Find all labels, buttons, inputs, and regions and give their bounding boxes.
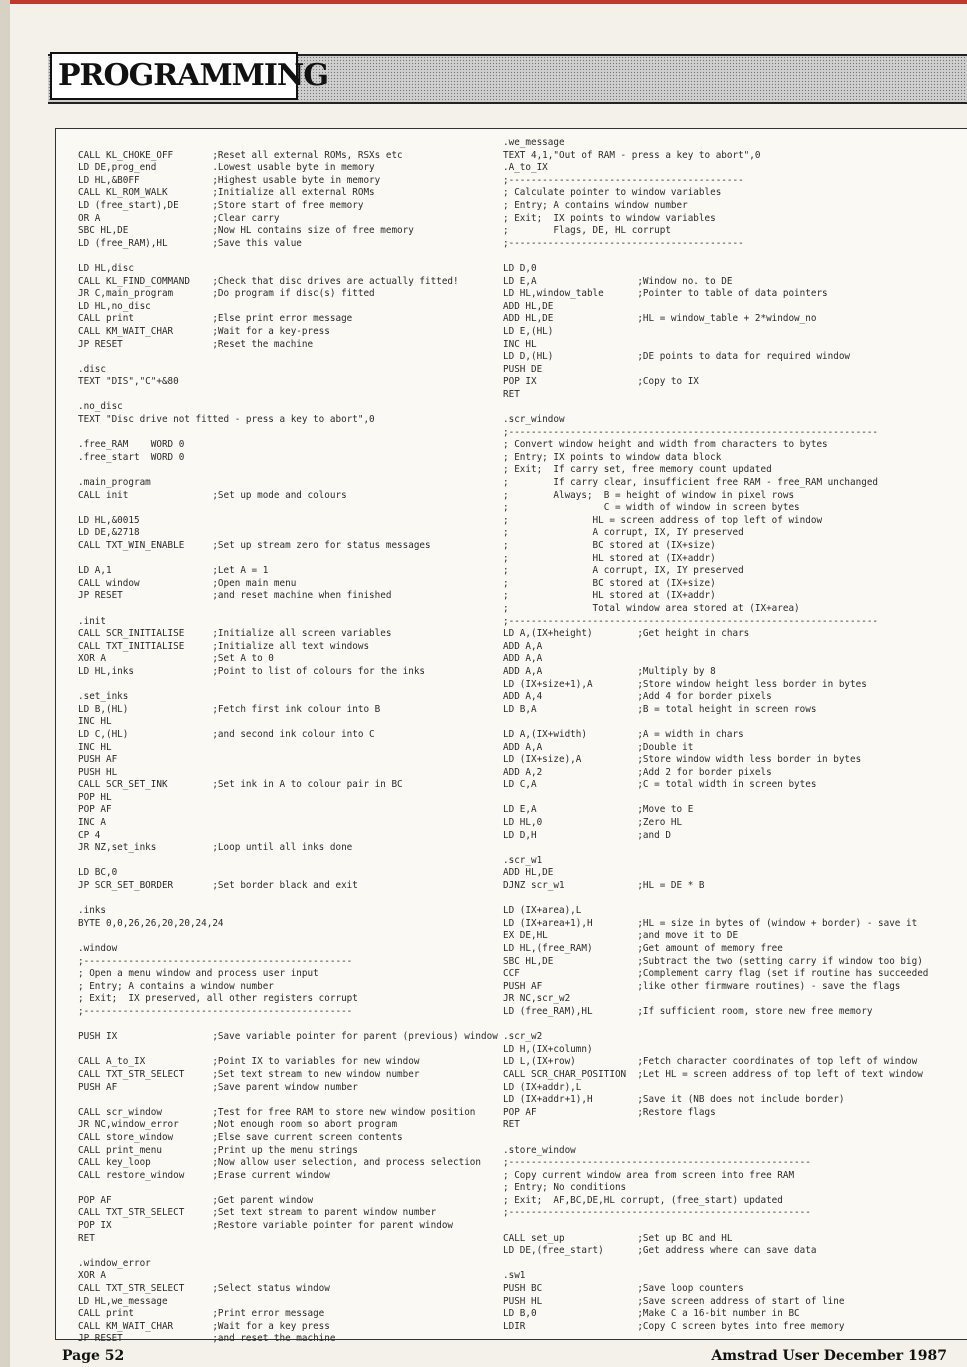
code-line: ;------------------------------------------------------------------ xyxy=(503,426,879,438)
code-line: ; Open a menu window and process user input xyxy=(78,968,319,980)
code-line xyxy=(78,502,508,515)
code-line: ADD A,2 ;Add 2 for border pixels xyxy=(503,766,772,778)
listing-right-column xyxy=(503,137,967,1333)
code-line: ; Exit; IX preserved, all other registers corrupt xyxy=(78,993,358,1005)
code-line: OR A ;Clear carry xyxy=(78,212,280,224)
code-line: JR NC,window_error ;Not enough room so abort program xyxy=(78,1119,398,1131)
code-line: LD C,(HL) ;and second ink colour into C xyxy=(78,728,375,740)
code-line: ; Entry; A contains a window number xyxy=(78,980,274,992)
code-line: LD A,1 ;Let A = 1 xyxy=(78,565,269,577)
code-line: ADD HL,DE ;HL = window_table + 2*window_no xyxy=(503,313,817,325)
code-line: PUSH IX ;Save variable pointer for parent (previous) window xyxy=(78,1031,498,1043)
code-line: INC A xyxy=(78,817,106,829)
code-line: CALL init ;Set up mode and colours xyxy=(78,489,347,501)
code-line: ;------------------------------------------------------------------ xyxy=(503,615,879,627)
code-line: LD C,A ;C = total width in screen bytes xyxy=(503,779,817,791)
code-line: LD HL,window_table ;Pointer to table of data pointers xyxy=(503,288,828,300)
code-line: LD B,(HL) ;Fetch first ink colour into B xyxy=(78,703,381,715)
code-line: CALL store_window ;Else save current screen contents xyxy=(78,1131,403,1143)
code-line xyxy=(503,792,967,805)
code-line: ;------------------------------------------ xyxy=(503,174,744,186)
code-line: ; Exit; IX points to window variables xyxy=(503,212,716,224)
code-line xyxy=(78,930,508,943)
code-line: ; Entry; No conditions xyxy=(503,1182,627,1194)
code-line: CCF ;Complement carry flag (set if routine has succeeded xyxy=(503,968,929,980)
code-line: LD (IX+area),L xyxy=(503,905,582,917)
code-line: .window xyxy=(78,943,118,954)
code-line: ; A corrupt, IX, IY preserved xyxy=(503,527,744,539)
code-line: RET xyxy=(78,1232,95,1244)
code-line: CALL TXT_WIN_ENABLE ;Set up stream zero for status messages xyxy=(78,540,431,551)
code-line: ;------------------------------------------ xyxy=(503,237,744,249)
code-line: ADD A,A xyxy=(503,653,543,665)
code-line xyxy=(78,389,508,402)
code-line: CALL KL_CHOKE_OFF ;Reset all external ROMs, RSXs etc xyxy=(78,149,403,161)
code-line xyxy=(78,250,508,263)
code-line xyxy=(78,1182,508,1195)
code-line: XOR A xyxy=(78,1270,106,1282)
code-line: XOR A ;Set A to 0 xyxy=(78,653,274,665)
code-line xyxy=(503,250,967,263)
listing-left-column xyxy=(78,137,508,1346)
code-line: LD (IX+size),A ;Store window width less border in bytes xyxy=(503,754,862,766)
code-line: ; Exit; If carry set, free memory count updated xyxy=(503,464,772,476)
code-line: ; Copy current window area from screen into free RAM xyxy=(503,1169,795,1181)
code-line: CALL A_to_IX ;Point IX to variables for new window xyxy=(78,1056,420,1068)
code-line: CALL KL_FIND_COMMAND ;Check that disc drives are actually fitted! xyxy=(78,275,459,287)
code-line: CALL SCR_CHAR_POSITION ;Let HL = screen address of top left of text window xyxy=(503,1068,923,1080)
code-line: ; Calculate pointer to window variables xyxy=(503,187,722,199)
code-line: JP RESET ;and reset machine when finished xyxy=(78,590,392,602)
code-line: LD L,(IX+row) ;Fetch character coordinates of top left of window xyxy=(503,1056,918,1068)
code-line: JR NZ,set_inks ;Loop until all inks done xyxy=(78,842,353,854)
code-line: PUSH AF ;Save parent window number xyxy=(78,1081,358,1093)
code-line: PUSH BC ;Save loop counters xyxy=(503,1283,744,1295)
code-line: CALL SCR_SET_INK ;Set ink in A to colour pair in BC xyxy=(78,779,403,791)
code-line: ;------------------------------------------------------ xyxy=(503,1157,811,1169)
code-line: .free_start WORD 0 xyxy=(78,451,185,463)
code-line xyxy=(78,855,508,868)
code-line: CALL restore_window ;Erase current window xyxy=(78,1169,330,1181)
code-line: CALL print_menu ;Print up the menu strings xyxy=(78,1144,358,1156)
code-line: CALL print ;Print error message xyxy=(78,1308,325,1320)
code-line xyxy=(78,351,508,364)
code-line: LD HL,we_message xyxy=(78,1295,168,1307)
code-line: RET xyxy=(503,388,520,400)
code-line: LD BC,0 xyxy=(78,867,118,879)
code-line xyxy=(78,1044,508,1057)
code-line: LDIR ;Copy C screen bytes into free memory xyxy=(503,1320,845,1332)
code-line: JP RESET ;Reset the machine xyxy=(78,338,314,350)
code-line: JP SCR_SET_BORDER ;Set border black and exit xyxy=(78,880,358,892)
code-line xyxy=(78,1245,508,1258)
code-line: LD DE,prog_end .Lowest usable byte in memory xyxy=(78,162,375,174)
code-line: PUSH HL xyxy=(78,766,118,778)
code-listing-panel xyxy=(55,128,967,1345)
code-line: .A_to_IX xyxy=(503,162,548,174)
code-line: .we_message xyxy=(503,137,565,148)
code-line: CALL KM_WAIT_CHAR ;Wait for a key press xyxy=(78,1320,330,1332)
code-line: CALL TXT_INITIALISE ;Initialize all text windows xyxy=(78,640,370,652)
code-line: .scr_w2 xyxy=(503,1031,543,1043)
code-line: ;------------------------------------------------ xyxy=(78,1005,353,1017)
code-line: LD D,(HL) ;DE points to data for required window xyxy=(503,351,851,363)
code-line xyxy=(78,553,508,566)
code-line xyxy=(503,842,967,855)
code-line: DJNZ scr_w1 ;HL = DE * B xyxy=(503,880,705,892)
code-line: BYTE 0,0,26,26,20,20,24,24 xyxy=(78,917,224,929)
code-line: ; Entry; IX points to window data block xyxy=(503,451,722,463)
code-line: LD (free_RAM),HL ;Save this value xyxy=(78,237,302,249)
code-line: ; HL = screen address of top left of window xyxy=(503,514,823,526)
code-line: ; BC stored at (IX+size) xyxy=(503,577,716,589)
code-line: ADD HL,DE xyxy=(503,300,554,312)
code-line: .main_program xyxy=(78,477,151,489)
code-line: LD D,0 xyxy=(503,262,537,274)
page-edge xyxy=(0,0,10,1367)
code-line: ; BC stored at (IX+size) xyxy=(503,540,716,551)
code-line: LD (IX+addr),L xyxy=(503,1081,582,1093)
code-line: SBC HL,DE ;Subtract the two (setting carry if window too big) xyxy=(503,955,923,967)
code-line: CALL set_up ;Set up BC and HL xyxy=(503,1232,733,1244)
code-line: TEXT 4,1,"Out of RAM - press a key to abort",0 xyxy=(503,149,761,161)
code-line: .window_error xyxy=(78,1257,151,1269)
code-line: .sw1 xyxy=(503,1270,526,1282)
code-line: LD HL,disc xyxy=(78,262,134,274)
code-line: CP 4 xyxy=(78,829,101,841)
code-line: LD B,0 ;Make C a 16-bit number in BC xyxy=(503,1308,800,1320)
code-line: ADD A,A ;Multiply by 8 xyxy=(503,665,716,677)
code-line xyxy=(78,679,508,692)
code-line: LD HL,&B0FF ;Highest usable byte in memory xyxy=(78,174,381,186)
code-line: ;------------------------------------------------------ xyxy=(503,1207,811,1219)
code-line: CALL scr_window ;Test for free RAM to store new window position xyxy=(78,1106,476,1118)
code-line: LD A,(IX+height) ;Get height in chars xyxy=(503,628,750,640)
code-line: POP AF ;Restore flags xyxy=(503,1106,716,1118)
code-line xyxy=(78,137,508,150)
code-line xyxy=(503,1220,967,1233)
code-line: LD HL,&0015 xyxy=(78,514,140,526)
code-line: JR NC,scr_w2 xyxy=(503,993,571,1005)
code-line: LD H,(IX+column) xyxy=(503,1043,593,1055)
code-line: ; Convert window height and width from characters to bytes xyxy=(503,439,828,451)
code-line: CALL window ;Open main menu xyxy=(78,577,297,589)
section-title: PROGRAMMING xyxy=(50,52,298,100)
code-line xyxy=(78,1019,508,1032)
code-line: .init xyxy=(78,615,106,627)
code-line: LD DE,&2718 xyxy=(78,527,140,539)
code-line xyxy=(78,464,508,477)
code-line: INC HL xyxy=(503,338,537,350)
code-line xyxy=(503,1019,967,1032)
code-line: PUSH HL ;Save screen address of start of line xyxy=(503,1295,845,1307)
code-line xyxy=(503,1258,967,1271)
code-line: TEXT "DIS","C"+&80 xyxy=(78,376,179,388)
magazine-issue: Amstrad User December 1987 xyxy=(711,1348,947,1364)
code-line xyxy=(78,893,508,906)
code-line: INC HL xyxy=(78,716,112,728)
code-line: .store_window xyxy=(503,1144,576,1156)
code-line: ; Always; B = height of window in pixel rows xyxy=(503,489,795,501)
code-line: LD E,(HL) xyxy=(503,325,554,337)
code-line: POP AF ;Get parent window xyxy=(78,1194,314,1206)
code-line: SBC HL,DE ;Now HL contains size of free memory xyxy=(78,225,414,237)
code-line xyxy=(78,427,508,440)
code-line xyxy=(78,1094,508,1107)
code-line: ; HL stored at (IX+addr) xyxy=(503,552,716,564)
code-line: POP HL xyxy=(78,791,112,803)
code-line: LD (IX+size+1),A ;Store window height less border in bytes xyxy=(503,678,867,690)
code-line: POP IX ;Restore variable pointer for parent window xyxy=(78,1220,454,1232)
code-line: ; A corrupt, IX, IY preserved xyxy=(503,565,744,577)
code-line: CALL TXT_STR_SELECT ;Set text stream to new window number xyxy=(78,1068,420,1080)
code-line: LD E,A ;Window no. to DE xyxy=(503,275,733,287)
code-line: LD HL,no_disc xyxy=(78,300,151,312)
code-line: CALL key_loop ;Now allow user selection, and process selection xyxy=(78,1157,481,1169)
code-line: EX DE,HL ;and move it to DE xyxy=(503,930,739,942)
code-line: CALL KL_ROM_WALK ;Initialize all external ROMs xyxy=(78,187,375,199)
code-line: TEXT "Disc drive not fitted - press a key to abort",0 xyxy=(78,414,375,426)
code-line: .free_RAM WORD 0 xyxy=(78,439,185,451)
code-line: ADD A,A ;Double it xyxy=(503,741,694,753)
code-line: LD HL,0 ;Zero HL xyxy=(503,817,683,829)
code-line: PUSH DE xyxy=(503,363,543,375)
code-line: PUSH AF xyxy=(78,754,118,766)
code-line: .scr_w1 xyxy=(503,854,543,866)
code-line: CALL KM_WAIT_CHAR ;Wait for a key-press xyxy=(78,325,330,337)
code-line: ADD A,A xyxy=(503,640,543,652)
code-line: CALL TXT_STR_SELECT ;Select status window xyxy=(78,1283,330,1295)
code-line: ; HL stored at (IX+addr) xyxy=(503,590,716,602)
code-line: .disc xyxy=(78,363,106,375)
code-line xyxy=(503,1132,967,1145)
page-number: Page 52 xyxy=(62,1348,125,1364)
code-line: .set_inks xyxy=(78,691,129,703)
code-line: ; C = width of window in screen bytes xyxy=(503,502,800,514)
code-line: LD B,A ;B = total height in screen rows xyxy=(503,703,817,715)
code-line: INC HL xyxy=(78,741,112,753)
code-line: .scr_window xyxy=(503,414,565,426)
code-line: LD (free_RAM),HL ;If sufficient room, store new free memory xyxy=(503,1005,873,1017)
code-line: LD DE,(free_start) ;Get address where can save data xyxy=(503,1245,817,1257)
code-line: CALL TXT_STR_SELECT ;Set text stream to parent window number xyxy=(78,1207,437,1219)
code-line: ADD HL,DE xyxy=(503,867,554,879)
code-line: POP IX ;Copy to IX xyxy=(503,376,699,388)
code-line: .no_disc xyxy=(78,401,123,413)
code-line: LD HL,(free_RAM) ;Get amount of memory free xyxy=(503,943,783,954)
code-line: LD HL,inks ;Point to list of colours for the inks xyxy=(78,665,426,677)
code-line: RET xyxy=(503,1119,520,1131)
code-line: .inks xyxy=(78,905,106,917)
code-line: LD D,H ;and D xyxy=(503,829,671,841)
code-line xyxy=(503,716,967,729)
code-line: ; If carry clear, insufficient free RAM - free_RAM unchanged xyxy=(503,477,879,489)
code-line: LD (free_start),DE ;Store start of free memory xyxy=(78,199,364,211)
code-line: PUSH AF ;like other firmware routines) - save the flags xyxy=(503,980,901,992)
code-line xyxy=(503,893,967,906)
code-line: LD E,A ;Move to E xyxy=(503,804,694,816)
code-line: JP RESET ;and reset the machine xyxy=(78,1333,336,1345)
code-line: ; Flags, DE, HL corrupt xyxy=(503,225,671,237)
code-line: CALL SCR_INITIALISE ;Initialize all screen variables xyxy=(78,628,392,640)
code-line: CALL print ;Else print error message xyxy=(78,313,353,325)
code-line: ; Exit; AF,BC,DE,HL corrupt, (free_start) updated xyxy=(503,1194,783,1206)
code-line: ; Entry; A contains window number xyxy=(503,199,688,211)
code-line xyxy=(503,401,967,414)
code-line: LD (IX+area+1),H ;HL = size in bytes of (window + border) - save it xyxy=(503,917,918,929)
code-line: ADD A,4 ;Add 4 for border pixels xyxy=(503,691,772,703)
code-line: ; Total window area stored at (IX+area) xyxy=(503,602,800,614)
code-line: JR C,main_program ;Do program if disc(s) fitted xyxy=(78,288,375,300)
code-line: ;------------------------------------------------ xyxy=(78,955,353,967)
code-line: POP AF xyxy=(78,804,112,816)
code-line: LD A,(IX+width) ;A = width in chars xyxy=(503,728,744,740)
top-rule xyxy=(0,0,967,4)
code-line xyxy=(78,603,508,616)
code-line: LD (IX+addr+1),H ;Save it (NB does not include border) xyxy=(503,1094,845,1106)
